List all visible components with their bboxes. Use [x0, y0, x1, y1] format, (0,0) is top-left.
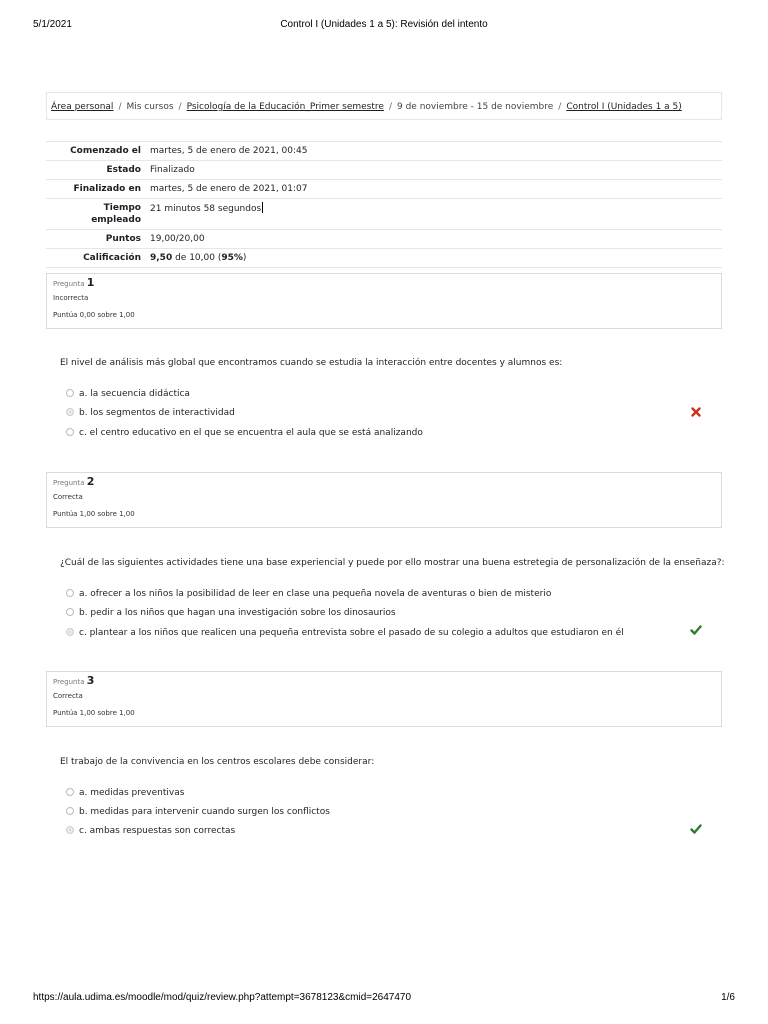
question-label: Pregunta — [53, 678, 85, 686]
grade-label: Calificación — [83, 253, 141, 263]
check-icon — [690, 823, 702, 835]
started-value: martes, 5 de enero de 2021, 00:45 — [150, 146, 308, 156]
time-label — [46, 199, 146, 230]
breadcrumb-week: 9 de noviembre - 15 de noviembre — [397, 102, 554, 112]
time-value-cell — [146, 199, 722, 230]
points-label: Puntos — [105, 234, 141, 244]
answer-option[interactable] — [66, 608, 396, 618]
time-label-line1: Tiempo — [103, 203, 141, 213]
breadcrumb-separator: / — [178, 102, 182, 112]
question-text-2: ¿Cuál de las siguientes actividades tiene una base experiencial y puede por ello mostrar una buena estretegia de personalización de la enseñaza?: — [60, 558, 725, 568]
question-status: Correcta — [53, 493, 83, 501]
points-value: 19,00/20,00 — [150, 234, 205, 244]
radio-button[interactable] — [66, 389, 74, 397]
answer-option[interactable] — [66, 389, 190, 399]
question-text-3: El trabajo de la convivencia en los centros escolares debe considerar: — [60, 757, 375, 767]
radio-button[interactable] — [66, 807, 74, 815]
summary-row-grade — [46, 249, 722, 268]
print-date: 5/1/2021 — [33, 19, 72, 30]
page-number: 1/6 — [721, 992, 735, 1003]
radio-button[interactable] — [66, 428, 74, 436]
answer-option-selected[interactable] — [66, 826, 235, 836]
time-value: 21 minutos 58 segundos — [150, 204, 262, 214]
finished-label: Finalizado en — [73, 184, 141, 194]
time-label-line2: empleado — [91, 215, 141, 225]
cross-icon — [690, 406, 702, 418]
print-url: https://aula.udima.es/moodle/mod/quiz/review.php?attempt=3678123&cmid=2647470 — [33, 992, 412, 1003]
answer-label: a. la secuencia didáctica — [79, 389, 190, 399]
question-label: Pregunta — [53, 479, 85, 487]
breadcrumb-separator: / — [388, 102, 392, 112]
answer-option[interactable] — [66, 788, 184, 798]
check-icon — [690, 624, 702, 636]
question-info-2 — [46, 472, 722, 528]
question-number-value: 1 — [86, 276, 95, 289]
breadcrumb-area-personal[interactable]: Área personal — [51, 102, 114, 112]
answer-label: b. pedir a los niños que hagan una investigación sobre los dinosaurios — [79, 608, 396, 618]
breadcrumb-quiz[interactable]: Control I (Unidades 1 a 5) — [566, 102, 682, 112]
answer-option[interactable] — [66, 428, 423, 438]
grade-percent: 95% — [221, 253, 243, 263]
radio-button-checked[interactable] — [66, 826, 74, 834]
text-cursor — [262, 202, 263, 213]
radio-button[interactable] — [66, 788, 74, 796]
answer-label: c. el centro educativo en el que se encuentra el aula que se está analizando — [79, 428, 423, 438]
question-number — [53, 278, 715, 289]
state-label: Estado — [106, 165, 141, 175]
radio-button[interactable] — [66, 608, 74, 616]
radio-button-checked[interactable] — [66, 628, 74, 636]
grade-mid: de 10,00 ( — [172, 253, 222, 263]
answer-label: b. medidas para intervenir cuando surgen los conflictos — [79, 807, 330, 817]
question-number — [53, 477, 715, 488]
grade-score: 9,50 — [150, 253, 173, 263]
breadcrumb-mis-cursos: Mis cursos — [126, 102, 174, 112]
finished-value: martes, 5 de enero de 2021, 01:07 — [150, 184, 308, 194]
question-number-value: 3 — [86, 674, 95, 687]
state-value: Finalizado — [150, 165, 195, 175]
summary-row-points — [46, 230, 722, 249]
summary-row-state — [46, 161, 722, 180]
answer-option-selected[interactable] — [66, 628, 624, 638]
breadcrumb-separator: / — [118, 102, 122, 112]
summary-row-started — [46, 142, 722, 161]
question-info-1 — [46, 273, 722, 329]
radio-button[interactable] — [66, 589, 74, 597]
question-score: Puntúa 0,00 sobre 1,00 — [53, 311, 135, 319]
question-score: Puntúa 1,00 sobre 1,00 — [53, 510, 135, 518]
question-status: Correcta — [53, 692, 83, 700]
answer-label: b. los segmentos de interactividad — [79, 408, 235, 418]
question-info-3 — [46, 671, 722, 727]
question-text-1: El nivel de análisis más global que encontramos cuando se estudia la interacción entre docentes y alumnos es: — [60, 358, 563, 368]
answer-option[interactable] — [66, 589, 551, 599]
breadcrumb-course[interactable]: Psicología de la Educación_Primer semestre — [186, 102, 384, 112]
answer-option-selected[interactable] — [66, 408, 235, 418]
question-status: Incorrecta — [53, 294, 89, 302]
answer-label: c. ambas respuestas son correctas — [79, 826, 236, 836]
attempt-summary-table — [46, 141, 722, 268]
grade-end: ) — [242, 253, 247, 263]
answer-label: c. plantear a los niños que realicen una pequeña entrevista sobre el pasado de su colegio a adultos que estudiaron en él — [79, 628, 624, 638]
grade-value — [146, 249, 722, 268]
question-label: Pregunta — [53, 280, 85, 288]
print-title: Control I (Unidades 1 a 5): Revisión del intento — [280, 19, 488, 30]
radio-button-checked[interactable] — [66, 408, 74, 416]
question-score: Puntúa 1,00 sobre 1,00 — [53, 709, 135, 717]
question-number — [53, 676, 715, 687]
summary-row-finished — [46, 180, 722, 199]
question-number-value: 2 — [86, 475, 95, 488]
answer-label: a. ofrecer a los niños la posibilidad de leer en clase una pequeña novela de aventuras o bien de misterio — [79, 589, 552, 599]
started-label: Comenzado el — [70, 146, 141, 156]
answer-label: a. medidas preventivas — [79, 788, 185, 798]
answer-option[interactable] — [66, 807, 330, 817]
summary-row-time — [46, 199, 722, 230]
breadcrumb-separator: / — [558, 102, 562, 112]
breadcrumb — [46, 92, 722, 120]
